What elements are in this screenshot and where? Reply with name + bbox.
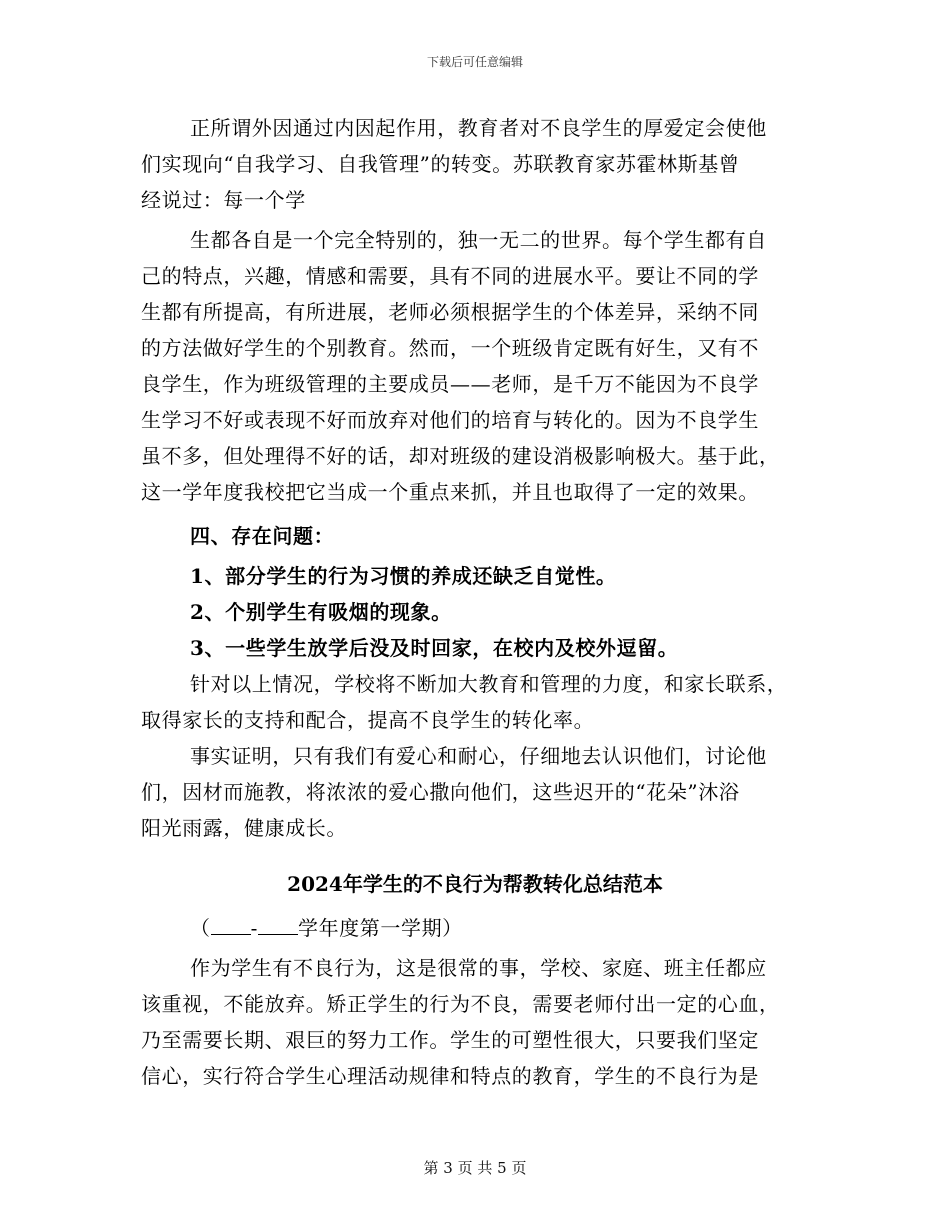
term-rest: 学年度第一学期） (297, 916, 463, 940)
paragraph-line: 取得家长的支持和配合，提高不良学生的转化率。 (141, 708, 595, 732)
paragraph-line: 针对以上情况，学校将不断加大教育和管理的力度，和家长联系， (190, 672, 788, 696)
issue-item: 2、个别学生有吸烟的现象。 (190, 600, 452, 624)
issue-item: 1、部分学生的行为习惯的养成还缺乏自觉性。 (190, 564, 617, 588)
paragraph-line: 生都有所提高，有所进展，老师必须根据学生的个体差异，采纳不同 (141, 300, 759, 324)
paragraph-line: 事实证明，只有我们有爱心和耐心，仔细地去认识他们，讨论他 (190, 744, 767, 768)
paragraph-line: 己的特点，兴趣，情感和需要，具有不同的进展水平。要让不同的学 (141, 264, 759, 288)
term-line (190, 916, 463, 940)
paragraph-line: 经说过：每一个学 (141, 188, 306, 212)
paragraph-line: 们实现向“自我学习、自我管理”的转变。苏联教育家苏霍林斯基曾 (141, 152, 740, 176)
paragraph-line: 阳光雨露，健康成长。 (141, 816, 347, 840)
paragraph-line: 生都各自是一个完全特别的，独一无二的世界。每个学生都有自 (190, 228, 767, 252)
header-note: 下载后可任意编辑 (426, 55, 523, 69)
term-open: （ (190, 916, 211, 940)
paragraph-line: 正所谓外因通过内因起作用，教育者对不良学生的厚爱定会使他 (190, 116, 767, 140)
issue-item: 3、一些学生放学后没及时回家，在校内及校外逗留。 (190, 636, 679, 660)
paragraph-line: 乃至需要长期、艰巨的努力工作。学生的可塑性很大，只要我们坚定 (141, 1028, 759, 1052)
paragraph-line: 的方法做好学生的个别教育。然而，一个班级肯定既有好生，又有不 (141, 336, 759, 360)
paragraph-line: 这一学年度我校把它当成一个重点来抓，并且也取得了一定的效果。 (141, 480, 759, 504)
paragraph-line: 该重视，不能放弃。矫正学生的行为不良，需要老师付出一定的心血， (141, 992, 780, 1016)
paragraph-line: 作为学生有不良行为，这是很常的事，学校、家庭、班主任都应 (190, 956, 767, 980)
paragraph-line: 虽不多，但处理得不好的话，却对班级的建设消极影响极大。基于此， (141, 444, 780, 468)
term-dash: - (250, 916, 258, 940)
section-heading: 四、存在问题： (190, 524, 335, 548)
paragraph-line: 信心，实行符合学生心理活动规律和特点的教育，学生的不良行为是 (141, 1064, 759, 1088)
page-number: 第 3 页 共 5 页 (423, 1159, 527, 1177)
section-title: 2024年学生的不良行为帮教转化总结范本 (287, 872, 663, 896)
paragraph-line: 生学习不好或表现不好而放弃对他们的培育与转化的。因为不良学生 (141, 408, 759, 432)
paragraph-line: 良学生，作为班级管理的主要成员——老师，是千万不能因为不良学 (141, 372, 759, 396)
paragraph-line: 们，因材而施教，将浓浓的爱心撒向他们，这些迟开的“花朵”沐浴 (141, 780, 740, 804)
blank-start-year (211, 916, 251, 935)
blank-end-year (258, 916, 298, 935)
